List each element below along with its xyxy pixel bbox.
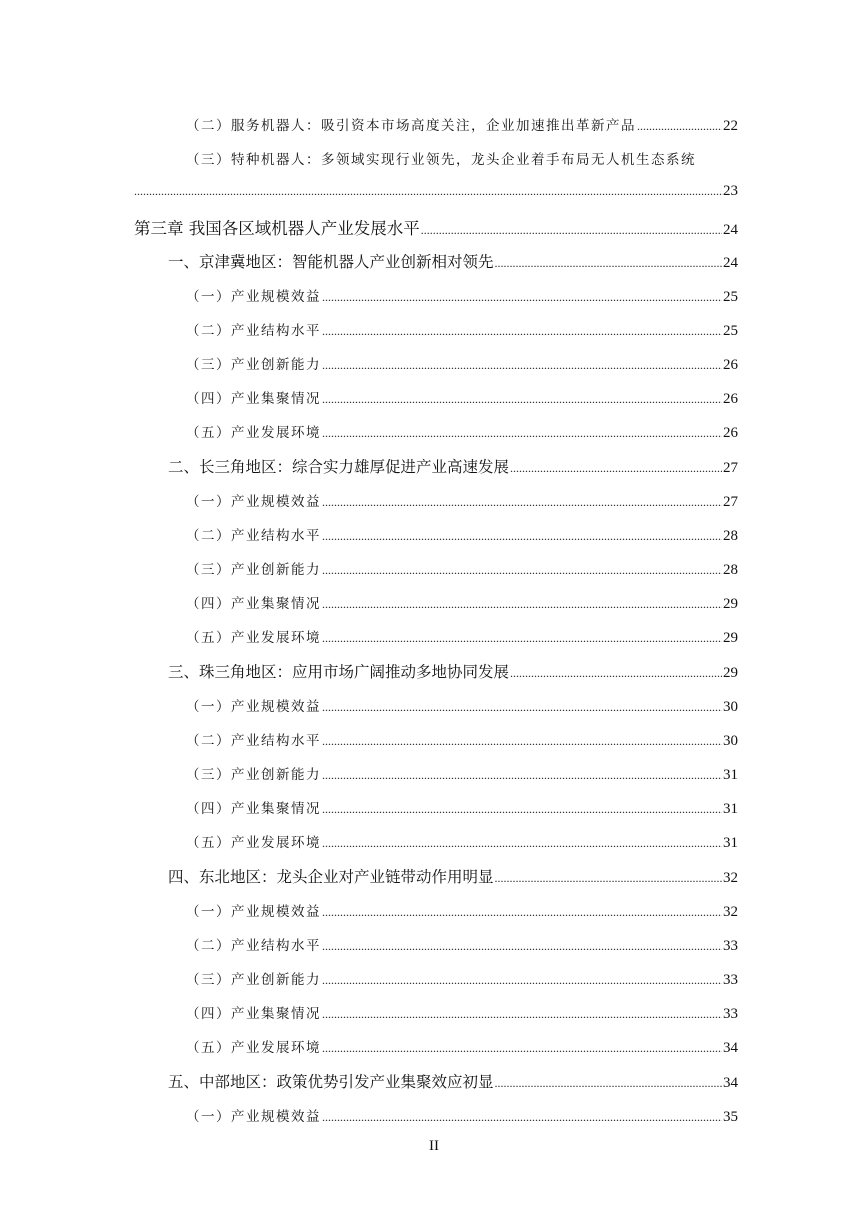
toc-entry-label: （四）产业集聚情况 <box>186 596 321 612</box>
toc-entry-page: 24 <box>723 222 738 238</box>
toc-section-entry[interactable] <box>168 660 738 682</box>
toc-entry-label: （五）产业发展环境 <box>186 425 321 441</box>
toc-entry-label: 四、东北地区：龙头企业对产业链带动作用明显 <box>168 868 494 886</box>
dot-leader <box>322 358 722 373</box>
toc-entry-label: （一）产业规模效益 <box>186 904 321 920</box>
toc-entry-label: （一）产业规模效益 <box>186 699 321 715</box>
toc-section-entry[interactable] <box>168 865 738 887</box>
toc-section-entry[interactable] <box>168 455 738 477</box>
toc-entry-label: 二、长三角地区：综合实力雄厚促进产业高速发展 <box>168 458 510 476</box>
toc-entry[interactable] <box>186 797 738 818</box>
dot-leader <box>322 700 722 715</box>
toc-entry[interactable] <box>186 934 738 955</box>
toc-entry[interactable] <box>186 421 738 442</box>
toc-entry-label: （二）产业结构水平 <box>186 528 321 544</box>
toc-entry-label: （一）产业规模效益 <box>186 1109 321 1125</box>
toc-entry-page: 32 <box>723 870 738 886</box>
toc-entry-label: （四）产业集聚情况 <box>186 391 321 407</box>
dot-leader <box>322 392 722 407</box>
toc-entry[interactable] <box>186 524 738 545</box>
toc-entry-label: （三）产业创新能力 <box>186 357 321 373</box>
toc-entry[interactable] <box>186 319 738 340</box>
dot-leader <box>421 223 722 238</box>
toc-chapter-entry[interactable] <box>134 215 738 239</box>
dot-leader <box>495 1076 722 1091</box>
toc-entry-page: 33 <box>723 972 738 988</box>
toc-entry-label: （五）产业发展环境 <box>186 835 321 851</box>
toc-entry-page: 23 <box>723 183 738 199</box>
toc-entry-page: 34 <box>723 1075 738 1091</box>
dot-leader <box>495 256 722 271</box>
dot-leader <box>322 905 722 920</box>
dot-leader <box>322 939 722 954</box>
toc-entry-page: 27 <box>723 494 738 510</box>
toc-entry-page: 28 <box>723 562 738 578</box>
toc-entry-page: 29 <box>723 665 738 681</box>
toc-entry[interactable] <box>186 900 738 921</box>
toc-entry-page: 32 <box>723 904 738 920</box>
toc-entry[interactable] <box>186 695 738 716</box>
toc-entry[interactable] <box>186 763 738 784</box>
toc-entry[interactable] <box>186 285 738 306</box>
toc-entry-page: 26 <box>723 425 738 441</box>
toc-entry-page: 29 <box>723 630 738 646</box>
toc-entry-page: 34 <box>723 1040 738 1056</box>
toc-entry-label: （三）产业创新能力 <box>186 562 321 578</box>
toc-entry-label: （三）产业创新能力 <box>186 972 321 988</box>
toc-entry[interactable] <box>186 1002 738 1023</box>
toc-section-entry[interactable] <box>168 250 738 272</box>
toc-entry[interactable] <box>186 626 738 647</box>
toc-entry-page: 35 <box>723 1109 738 1125</box>
toc-entry-page: 30 <box>723 733 738 749</box>
dot-leader <box>510 666 722 681</box>
toc-entry-page: 33 <box>723 1006 738 1022</box>
toc-entry[interactable] <box>186 490 738 511</box>
toc-entry[interactable] <box>186 114 738 135</box>
dot-leader <box>322 290 722 305</box>
toc-entry-label: （五）产业发展环境 <box>186 630 321 646</box>
dot-leader <box>322 631 722 646</box>
page-number-footer: II <box>429 1138 439 1154</box>
toc-section-entry[interactable] <box>168 1070 738 1092</box>
toc-entry[interactable] <box>186 1105 738 1126</box>
dot-leader <box>322 529 722 544</box>
toc-entry-label: （二）服务机器人：吸引资本市场高度关注，企业加速推出革新产品 <box>186 118 636 134</box>
toc-entry-label: （五）产业发展环境 <box>186 1040 321 1056</box>
dot-leader <box>322 495 722 510</box>
toc-entry[interactable] <box>186 729 738 750</box>
toc-entry-label: （一）产业规模效益 <box>186 494 321 510</box>
toc-entry[interactable] <box>186 353 738 374</box>
toc-entry-label: （三）产业创新能力 <box>186 767 321 783</box>
dot-leader <box>322 836 722 851</box>
dot-leader <box>322 426 722 441</box>
toc-entry-label: （二）产业结构水平 <box>186 938 321 954</box>
dot-leader <box>134 184 723 199</box>
toc-entry-label: 第三章 我国各区域机器人产业发展水平 <box>134 219 420 238</box>
toc-entry-label: （四）产业集聚情况 <box>186 1006 321 1022</box>
dot-leader <box>322 973 722 988</box>
toc-entry[interactable] <box>186 968 738 989</box>
toc-entry-label: （三）特种机器人：多领域实现行业领先，龙头企业着手布局无人机生态系统 <box>186 152 696 168</box>
toc-entry-page: 25 <box>723 289 738 305</box>
toc-entry-page: 26 <box>723 391 738 407</box>
dot-leader <box>637 119 722 134</box>
dot-leader <box>322 802 722 817</box>
toc-entry-page: 28 <box>723 528 738 544</box>
dot-leader <box>322 597 722 612</box>
dot-leader <box>322 563 722 578</box>
dot-leader <box>322 734 722 749</box>
toc-entry-label: 五、中部地区：政策优势引发产业集聚效应初显 <box>168 1073 494 1091</box>
toc-entry-page: 29 <box>723 596 738 612</box>
dot-leader <box>322 324 722 339</box>
dot-leader <box>322 1007 722 1022</box>
dot-leader <box>322 1110 722 1125</box>
dot-leader <box>510 461 722 476</box>
toc-entry[interactable] <box>186 558 738 579</box>
toc-entry[interactable] <box>186 387 738 408</box>
dot-leader <box>495 871 722 886</box>
dot-leader <box>322 768 722 783</box>
dot-leader <box>322 1041 722 1056</box>
toc-entry-page: 30 <box>723 699 738 715</box>
toc-entry[interactable] <box>186 831 738 852</box>
toc-entry-page: 27 <box>723 460 738 476</box>
toc-entry-page: 26 <box>723 357 738 373</box>
toc-entry-page: 33 <box>723 938 738 954</box>
toc-entry-page: 25 <box>723 323 738 339</box>
toc-entry-wrapped[interactable] <box>186 148 696 168</box>
toc-entry-label: （一）产业规模效益 <box>186 289 321 305</box>
toc-entry-label: （二）产业结构水平 <box>186 733 321 749</box>
toc-entry-label: 三、珠三角地区：应用市场广阔推动多地协同发展 <box>168 663 510 681</box>
toc-entry-page: 31 <box>723 801 738 817</box>
toc-entry-label: （四）产业集聚情况 <box>186 801 321 817</box>
toc-entry-page: 22 <box>723 118 738 134</box>
toc-entry-continuation[interactable] <box>134 183 738 200</box>
toc-entry[interactable] <box>186 1036 738 1057</box>
toc-entry[interactable] <box>186 592 738 613</box>
toc-entry-page: 24 <box>723 255 738 271</box>
toc-entry-page: 31 <box>723 835 738 851</box>
toc-entry-page: 31 <box>723 767 738 783</box>
toc-entry-label: （二）产业结构水平 <box>186 323 321 339</box>
toc-entry-label: 一、京津冀地区：智能机器人产业创新相对领先 <box>168 253 494 271</box>
